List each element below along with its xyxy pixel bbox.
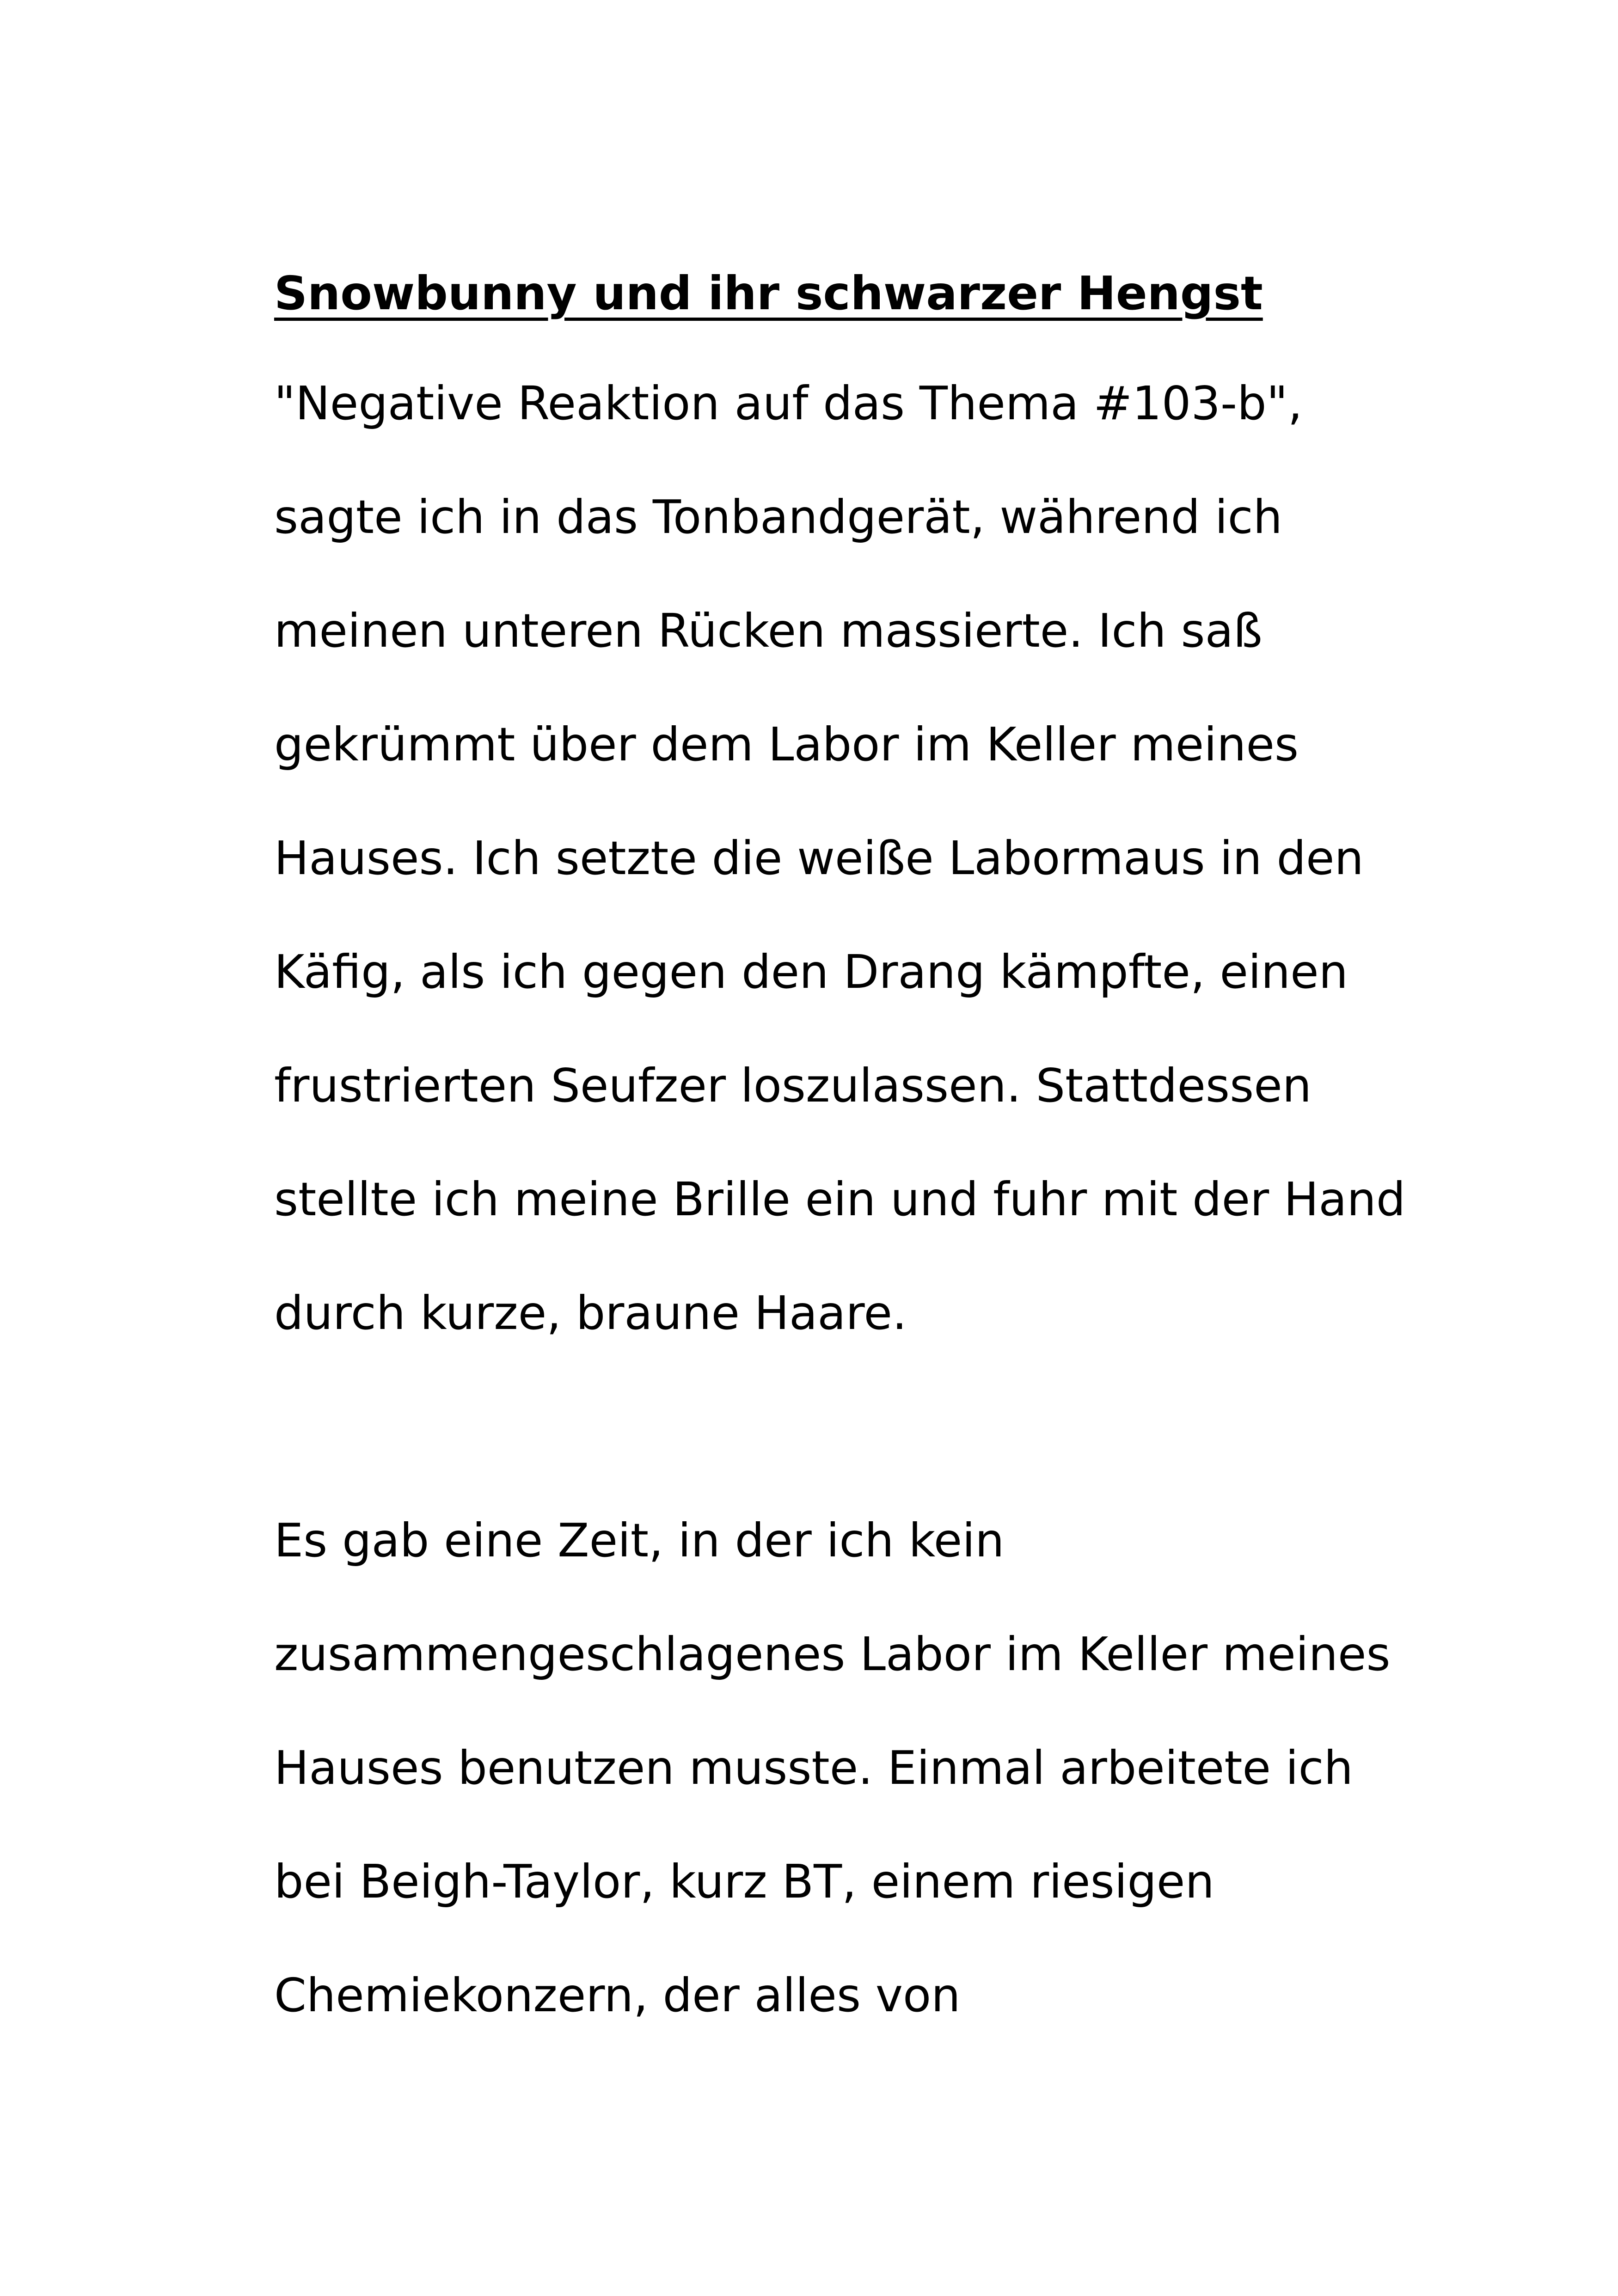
document-body (274, 263, 1406, 2052)
text-line: durch kurze, braune Haare. (274, 1286, 907, 1340)
text-line: gekrümmt über dem Labor im Keller meines (274, 717, 1299, 771)
text-line: bei Beigh-Taylor, kurz BT, einem riesigen (274, 1855, 1214, 1909)
text-line: frustrierten Seufzer loszulassen. Stattdessen (274, 1059, 1312, 1113)
text-line: Hauses benutzen musste. Einmal arbeitete ich (274, 1741, 1353, 1795)
paragraph-2 (274, 1484, 1391, 2052)
text-line: zusammengeschlagenes Labor im Keller meines (274, 1627, 1391, 1681)
text-line: meinen unteren Rücken massierte. Ich saß (274, 604, 1263, 658)
text-line: Käfig, als ich gegen den Drang kämpfte, einen (274, 945, 1348, 999)
text-line: "Negative Reaktion auf das Thema #103-b", (274, 376, 1303, 430)
text-line: sagte ich in das Tonbandgerät, während ich (274, 490, 1283, 544)
paragraph-1 (274, 347, 1406, 1370)
document-title: Snowbunny und ihr schwarzer Hengst (274, 266, 1263, 320)
text-line: Hauses. Ich setzte die weiße Labormaus in den (274, 831, 1364, 885)
text-line: stellte ich meine Brille ein und fuhr mit der Hand (274, 1172, 1406, 1226)
text-line: Chemiekonzern, der alles von (274, 1968, 961, 2022)
text-line: Es gab eine Zeit, in der ich kein (274, 1513, 1005, 1567)
